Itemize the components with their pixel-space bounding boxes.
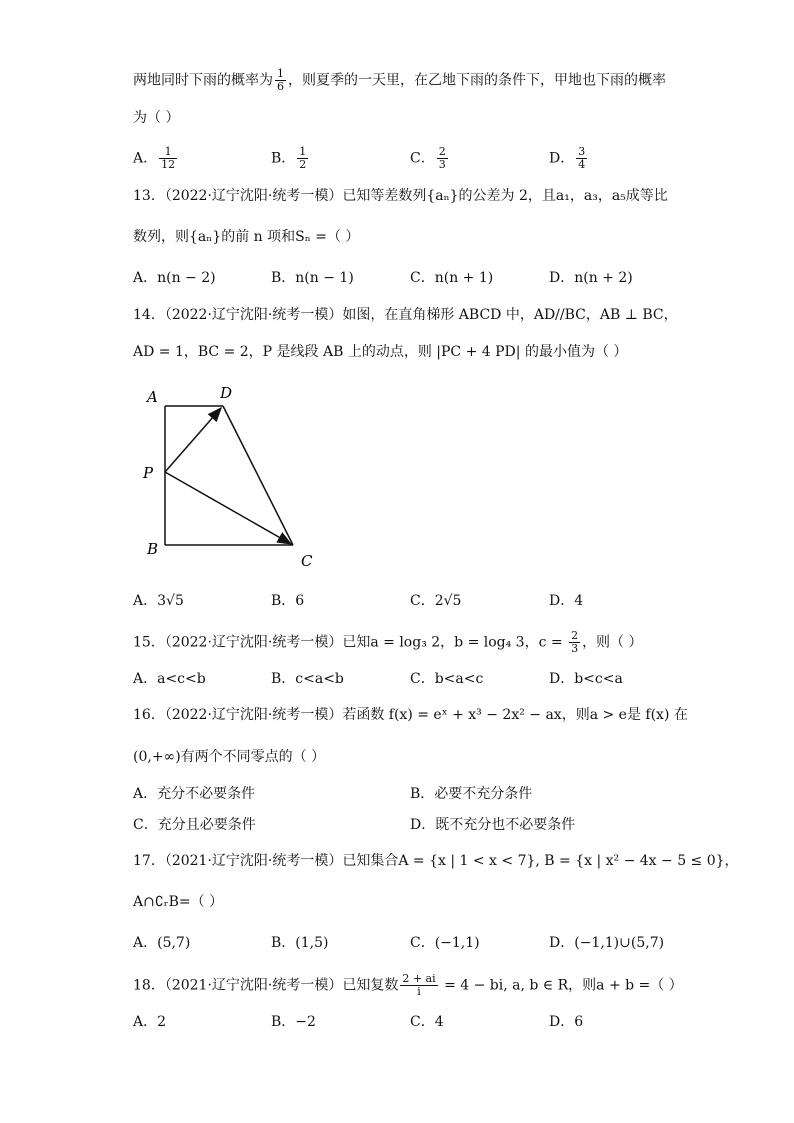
q18-option-d[interactable]: D．6 <box>549 1014 584 1030</box>
vector-pd <box>165 408 221 472</box>
q12-option-b[interactable]: B． $\frac{1}{2}$ <box>271 145 307 171</box>
q18-option-c[interactable]: C．4 <box>410 1014 444 1030</box>
q12-line2: 为（ ） <box>133 110 180 126</box>
q15-option-b[interactable]: B．c<a<b <box>271 671 344 687</box>
q17-option-d[interactable]: D．(−1,1)∪(5,7) <box>549 935 665 951</box>
q16-option-c[interactable]: C．充分且必要条件 <box>133 817 256 833</box>
q12-option-a[interactable]: A． $\frac{1}{12}$ <box>133 145 176 171</box>
q13-line1: 13．（2022·辽宁沈阳·统考一模）已知等差数列{aₙ}的公差为 2，且a₁，a₃，a₅成等比 <box>133 188 668 204</box>
q18-fraction: $\frac{2 + ai}{i}$ <box>402 972 436 998</box>
q14-line1: 14．（2022·辽宁沈阳·统考一模）如图，在直角梯形 ABCD 中，AD//BC，AB ⊥ BC， <box>133 307 678 323</box>
point-label-a: A <box>147 388 158 406</box>
q13-option-a[interactable]: A．n(n − 2) <box>133 270 216 286</box>
point-label-p: P <box>143 464 154 482</box>
q17-line2: A∩∁ᵣB=（ ） <box>133 894 224 910</box>
q16-option-b[interactable]: B．必要不充分条件 <box>410 786 533 802</box>
q12-text-b: ，则夏季的一天里，在乙地下雨的条件下，甲地也下雨的概率 <box>288 72 666 89</box>
q14-option-b[interactable]: B．6 <box>271 593 305 609</box>
q13-line2: 数列，则{aₙ}的前 n 项和Sₙ =（ ） <box>133 229 360 245</box>
q18-option-a[interactable]: A．2 <box>133 1014 167 1030</box>
q14-option-a[interactable]: A．3√5 <box>133 593 184 609</box>
q13-option-d[interactable]: D．n(n + 2) <box>549 270 633 286</box>
q18-line1: 18．（2021·辽宁沈阳·统考一模）已知复数 $\frac{2 + ai}{i}$ = 4 − bi, a, b ∈ R，则a + b =（ ） <box>133 972 683 998</box>
point-label-b: B <box>147 540 159 558</box>
q14-line2: AD = 1，BC = 2，P 是线段 AB 上的动点，则 |PC + 4 PD| 的最小值为（ ） <box>133 344 628 360</box>
q18-option-b[interactable]: B．−2 <box>271 1014 316 1030</box>
vector-pc <box>165 472 291 544</box>
q17-option-a[interactable]: A．(5,7) <box>133 935 191 951</box>
q16-option-d[interactable]: D．既不充分也不必要条件 <box>410 817 576 833</box>
q14-option-c[interactable]: C．2√5 <box>410 593 462 609</box>
q17-option-b[interactable]: B．(1,5) <box>271 935 329 951</box>
q13-option-b[interactable]: B．n(n − 1) <box>271 270 354 286</box>
q15-option-a[interactable]: A．a<c<b <box>133 671 206 687</box>
q15-fraction: $\frac{2}{3}$ <box>571 629 579 655</box>
q13-option-c[interactable]: C．n(n + 1) <box>410 270 494 286</box>
q12-line1 <box>133 68 666 93</box>
q17-line1: 17．（2021·辽宁沈阳·统考一模）已知集合A = {x | 1 < x < 7}, B = {x | x² − 4x − 5 ≤ 0}， <box>133 853 739 869</box>
q12-fraction: $\frac{1}{6}$ <box>277 67 284 93</box>
q14-option-d[interactable]: D．4 <box>549 593 584 609</box>
q16-line2: (0,+∞)有两个不同零点的（ ） <box>133 749 326 765</box>
q15-option-d[interactable]: D．b<c<a <box>549 671 623 687</box>
q16-line1: 16．（2022·辽宁沈阳·统考一模）若函数 f(x) = eˣ + x³ − 2x² − ax，则a > e是 f(x) 在 <box>133 707 688 723</box>
q12-option-c[interactable]: C． $\frac{2}{3}$ <box>410 145 446 171</box>
q12-option-d[interactable]: D． $\frac{3}{4}$ <box>549 145 586 171</box>
q16-option-a[interactable]: A．充分不必要条件 <box>133 786 256 802</box>
segment-dc <box>223 406 293 545</box>
q15-option-c[interactable]: C．b<a<c <box>410 671 484 687</box>
q12-text-a: 两地同时下雨的概率为 <box>133 72 273 89</box>
point-label-c: C <box>301 552 313 570</box>
q15-line1: 15．（2022·辽宁沈阳·统考一模）已知a = log₃ 2，b = log₄ 3，c = $\frac{2}{3}$ ，则（ ） <box>133 629 643 655</box>
trapezoid-figure <box>135 380 335 575</box>
q17-option-c[interactable]: C．(−1,1) <box>410 935 480 951</box>
point-label-d: D <box>220 384 233 402</box>
